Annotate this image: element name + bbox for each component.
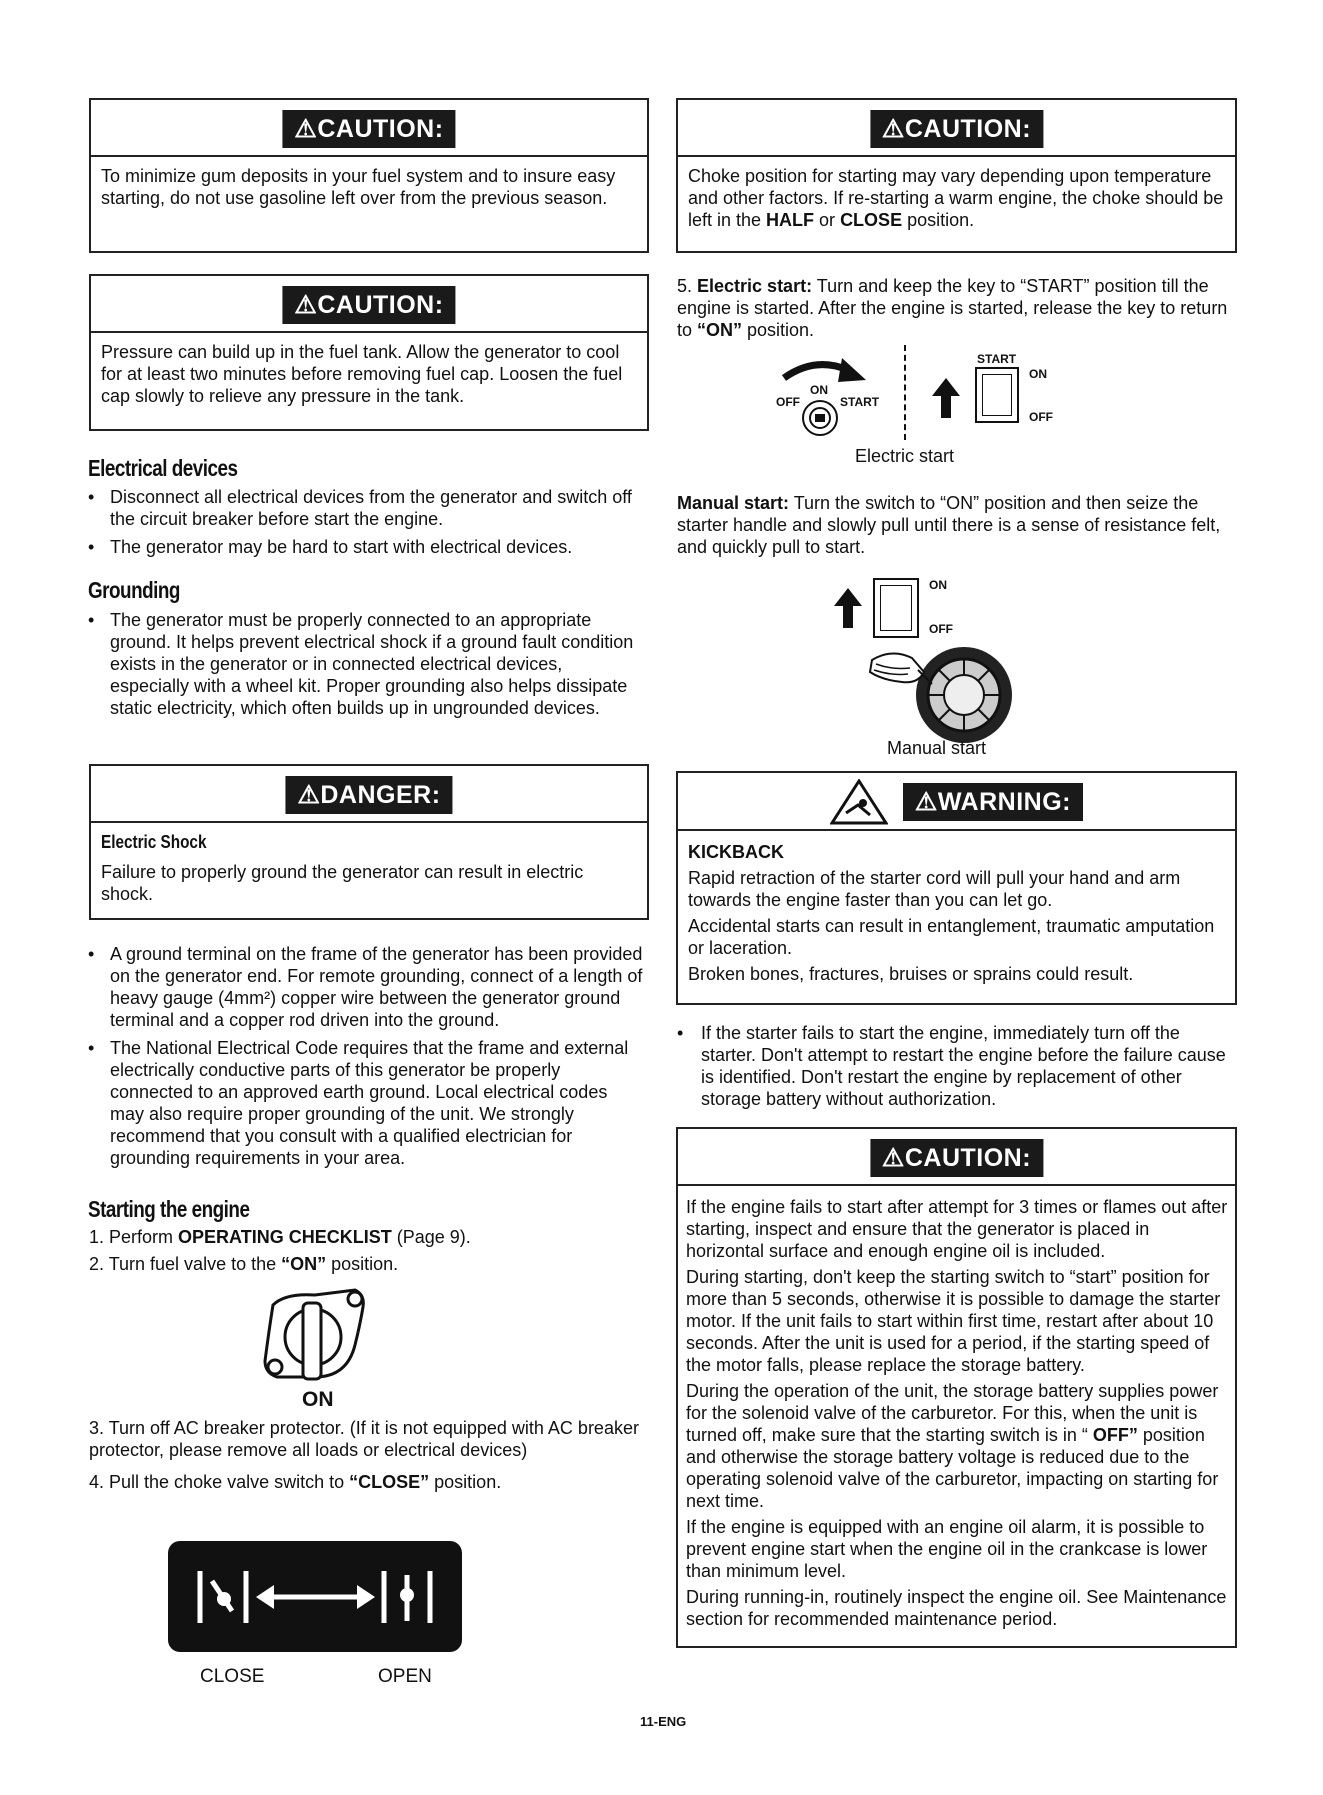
key-off-label: OFF [776,395,800,409]
caution-box-choke [676,98,1237,253]
recoil-starter-icon [862,640,1022,745]
caution-paragraph: If the engine is equipped with an engine oil alarm, it is possible to prevent engine start when the engine oil in the crankcase is lower than minimum level. [686,1517,1208,1581]
electrical-devices-list [88,486,646,564]
warning-line: Accidental starts can result in entanglement, traumatic amputation or laceration. [688,916,1215,958]
caution-box-fuel [89,98,649,253]
danger-subhead: Electric Shock [101,832,207,852]
starter-fail-list [677,1022,1237,1116]
danger-badge: ⚠DANGER: [285,776,452,814]
electric-start-caption: Electric start [855,446,955,466]
up-arrow-icon [834,588,862,628]
caution-text: Pressure can build up in the fuel tank. Allow the generator to cool for at least two minutes before removing fuel cap. Loosen the fuel cap slowly to relieve any pressure in the tank. [101,342,623,406]
heading-starting-engine: Starting the engine [88,1196,250,1222]
page-number: 11-ENG [640,1714,687,1729]
warning-box-kickback [676,771,1237,1005]
heading-electrical-devices: Electrical devices [88,455,238,481]
warning-line: Rapid retraction of the starter cord will pull your hand and arm towards the engine faster than you can let go. [688,868,1181,910]
step-5-electric-start: 5. Electric start: Turn and keep the key to “START” position till the engine is started. After the engine is started, release the key to return to “ON” position. [677,276,1228,340]
up-arrow-icon [932,378,960,418]
choke-switch-graphic [168,1541,462,1652]
kickback-hazard-icon [830,779,888,825]
list-item: • If the starter fails to start the engine, immediately turn off the starter. Don't attempt to restart the engine before the failure cause is identified. Don't restart the engine by replacement of other storage battery without authorization. [677,1022,1237,1110]
danger-box [89,764,649,920]
warning-badge: ⚠WARNING: [903,783,1083,821]
list-item: • The National Electrical Code requires that the frame and external electrically conductive parts of this generator be properly connected to an approved earth ground. Local electrical codes may also require proper grounding of the unit. We strongly recommend that you consult with a qualified electrician for grounding requirements in your area. [88,1037,646,1169]
caution-text: To minimize gum deposits in your fuel system and to insure easy starting, do not use gasoline left over from the previous season. [101,166,616,208]
step-4: 4. Pull the choke valve switch to “CLOSE” position. [89,1472,502,1492]
caution-badge: ⚠CAUTION: [282,286,455,324]
step-2: 2. Turn fuel valve to the “ON” position. [89,1254,399,1274]
list-item: • The generator must be properly connected to an appropriate ground. It helps prevent electrical shock if a ground fault condition exists in the generator or in connected electrical devices, especially with a wheel kit. Proper grounding also helps dissipate static electricity, which often builds up in ungrounded devices. [88,609,646,719]
choke-icon [168,1541,462,1652]
caution-box-starting [676,1127,1237,1648]
caution-paragraph: During the operation of the unit, the storage battery supplies power for the solenoid valve of the carburetor. For this, when the unit is turned off, make sure that the starting switch is in “ OFF” position and otherwise the storage battery voltage is reduced due to the operating solenoid valve of the carburetor, impacting on starting for next time. [686,1381,1219,1511]
list-item: • Disconnect all electrical devices from the generator and switch off the circuit breaker before start the engine. [88,486,646,530]
step-3: 3. Turn off AC breaker protector. (If it is not equipped with AC breaker protector, please remove all loads or electrical devices) [89,1418,639,1460]
manual-start-text: Manual start: Turn the switch to “ON” position and then seize the starter handle and slowly pull until there is a sense of resistance felt, and quickly pull to start. [677,493,1221,557]
list-item: • A ground terminal on the frame of the generator has been provided on the generator end. For remote grounding, connect of a length of heavy gauge (4mm²) copper wire between the generator ground terminal and a copper rod driven into the ground. [88,943,646,1031]
switch-off-label: OFF [1029,410,1053,424]
grounding-list [88,609,646,725]
caution-badge: ⚠CAUTION: [870,1139,1043,1177]
caution-paragraph: During running-in, routinely inspect the engine oil. See Maintenance section for recommended maintenance period. [686,1587,1227,1629]
manual-start-switch [873,578,919,638]
warning-subhead: KICKBACK [688,842,784,862]
caution-text: Choke position for starting may vary depending upon temperature and other factors. If re-starting a warm engine, the choke should be left in the HALF or CLOSE position. [688,166,1224,230]
key-start-label: START [840,395,880,409]
key-on-label: ON [810,383,828,397]
list-item: • The generator may be hard to start with electrical devices. [88,536,646,558]
caution-badge: ⚠CAUTION: [282,110,455,148]
caution-paragraph: If the engine fails to start after attempt for 3 times or flames out after starting, inspect and ensure that the generator is placed in horizontal surface and enough engine oil is included. [686,1197,1228,1261]
electric-start-switch [975,367,1019,423]
diagram-divider [904,345,906,440]
switch-start-label: START [977,352,1017,366]
caution-badge: ⚠CAUTION: [870,110,1043,148]
manual-switch-off-label: OFF [929,622,953,636]
manual-start-caption: Manual start [887,738,987,758]
warning-line: Broken bones, fractures, bruises or sprains could result. [688,964,1134,984]
fuel-valve-on-label: ON [302,1388,334,1411]
ground-terminal-list [88,943,646,1175]
heading-grounding: Grounding [88,577,180,603]
switch-on-label: ON [1029,367,1047,381]
caution-paragraph: During starting, don't keep the starting switch to “start” position for more than 5 seconds, otherwise it is possible to damage the starter motor. If the unit fails to start within first time, restart after about 10 seconds. After the unit is used for a period, if the starting speed of the motor falls, please replace the storage battery. [686,1267,1221,1375]
manual-switch-on-label: ON [929,578,947,592]
choke-close-label: CLOSE [200,1666,265,1687]
choke-open-label: OPEN [378,1666,432,1687]
caution-box-pressure [89,274,649,431]
fuel-valve-icon [255,1285,375,1385]
danger-text: Failure to properly ground the generator can result in electric shock. [101,862,584,904]
step-1: 1. Perform OPERATING CHECKLIST (Page 9). [89,1227,471,1247]
